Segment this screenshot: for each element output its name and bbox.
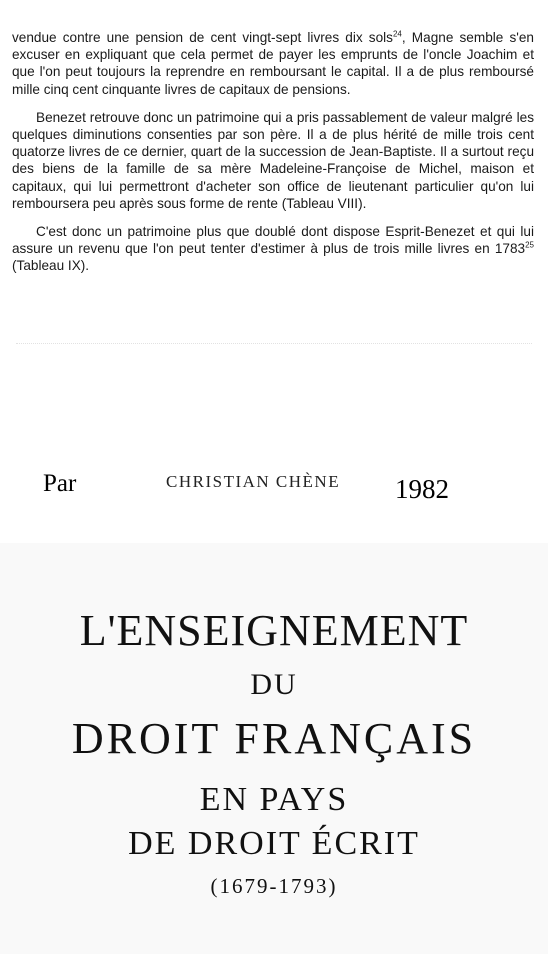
cover-date-range: (1679-1793) [210,874,338,898]
book-excerpt [12,29,534,286]
excerpt-paragraph-3 [12,223,534,275]
footnote-25: 25 [525,240,534,250]
paragraph-1-text-start: vendue contre une pension de cent vingt-sept livres dix sols [12,30,393,45]
cover-title-line-5: DE DROIT ÉCRIT [128,825,420,862]
paragraph-3-text-start: C'est donc un patrimoine plus que doublé dont dispose Esprit-Benezet et qui lui assure un revenu que l'on peut tenter d'estimer à plus de trois mille livres en 1783 [12,224,534,257]
scan-edge-line [16,343,532,344]
cover-title-line-4: EN PAYS [199,781,349,818]
cover-title-line-3: DROIT FRANÇAIS [71,714,477,763]
credit-by-label: Par [43,470,77,497]
excerpt-paragraph-2: Benezet retrouve donc un patrimoine qui a pris passablement de valeur malgré les quelques diminutions consenties par son père. Il a de plus hérité de mille trois cent quatorze livres de ce dernier, quart de la succession de Jean-Baptiste. Il a surtout reçu des biens de la famille de sa mère Madeleine-Françoise de Michel, maison et capitaux, qui lui permettront d'acheter son office de lieutenant particulier qu'on lui remboursera peu après sous forme de rente (Tableau VIII). [12,109,534,211]
footnote-24: 24 [392,29,402,39]
cover-title-line-1: L'ENSEIGNEMENT [79,606,469,655]
paragraph-1-text-end: , Magne semble s'en excuser en expliquant que cela permet de payer les emprunts de l'oncle Joachim et que l'on peut toujours la reprendre en remboursant le capital. Il a de plus remboursé mille cinq cent cinquante livres de capitaux de pensions. [12,30,534,97]
publication-year: 1982 [395,474,449,504]
excerpt-paragraph-1 [12,29,534,98]
paragraph-3-text-end: (Tableau IX). [12,258,90,274]
cover-title-line-2: DU [250,668,298,701]
author-name: CHRISTIAN CHÈNE [166,472,341,491]
